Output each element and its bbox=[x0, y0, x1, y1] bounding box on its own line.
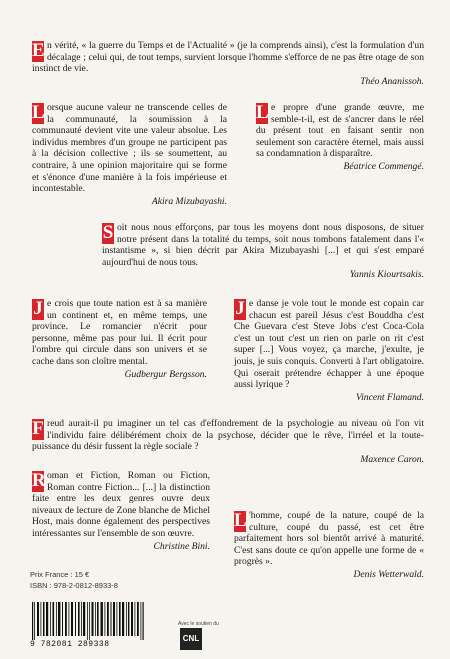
drop-cap: L bbox=[32, 102, 45, 123]
quote-bergsson bbox=[32, 298, 207, 380]
cnl-caption: Avec le soutien du bbox=[178, 621, 219, 627]
price-block bbox=[30, 570, 118, 592]
quote-bini bbox=[32, 470, 210, 552]
drop-cap: L bbox=[234, 510, 247, 531]
quote-text: 'homme, coupé de la nature, coupé de la culture, coupé du passé, est cet être parfaitement hors sol bientôt arrivé à maturité. C'est sans doute ce qu'on appelle une forme de « progrès ». bbox=[234, 510, 424, 568]
drop-cap: R bbox=[32, 470, 46, 491]
isbn-label: ISBN : 978-2-0812-8933-8 bbox=[30, 581, 118, 590]
drop-cap: E bbox=[32, 40, 45, 61]
quote-text: e crois que toute nation est à sa manière un continent et, en même temps, une province. Le romancier n'écrit pour personne, même pas pour lui. Il écrit pour l'ombre qui circule dans son univers et se cache dans son cloître mental. bbox=[32, 298, 207, 367]
quote-wetterwald bbox=[234, 510, 424, 581]
quote-author: Akira Mizubayashi. bbox=[151, 195, 227, 207]
quote-author: Christine Bini. bbox=[153, 540, 210, 552]
price-label: Prix France : 15 € bbox=[30, 570, 90, 579]
quote-caron bbox=[32, 418, 424, 465]
drop-cap: J bbox=[235, 298, 245, 319]
drop-cap: F bbox=[32, 418, 44, 439]
quote-kiourtsakis bbox=[102, 222, 424, 281]
quote-author: Théo Ananissoh. bbox=[360, 75, 424, 87]
quote-text: oit nous nous efforçons, par tous les moyens dont nous disposons, de situer notre présent dans la totalité du temps, soit nous tombons fatalement dans l'« instantisme », si bien décrit par Akira Mizubayashi [...] et qui s'est emparé aujourd'hui de nous tous. bbox=[102, 222, 424, 268]
quote-text: orsque aucune valeur ne transcende celles de la communauté, la soumission à la communauté devient vite une valeur absolue. Les individus membres d'un groupe ne participent pas à la décision collective ; ils se soumettent, au contraire, à une opinion majoritaire qui se forme et s'énonce d'une manière à la fois impérieuse et incontestable. bbox=[32, 102, 227, 195]
quote-author: Gudbergur Bergsson. bbox=[124, 368, 207, 380]
quote-text: e danse je vole tout le monde est copain car chacun est pareil Jésus c'est Bouddha c'est Che Guevara c'est Steve Jobs c'est Coca-Cola c'est un tout c'est un rien on parle on rit c'est super [...] Vous voyez, ça marche, j'exulte, je jouis, je suis conquis. Converti à l'art obligatoire. Qui oserait prétendre échapper à une époque aussi lyrique ? bbox=[234, 298, 424, 391]
quote-ananissoh bbox=[32, 40, 424, 87]
quote-author: Denis Wetterwald. bbox=[353, 568, 424, 580]
cnl-logo: CNL bbox=[180, 628, 202, 650]
quote-author: Maxence Caron. bbox=[360, 453, 424, 465]
quote-text: e propre d'une grande œuvre, me semble-t-il, est de s'ancrer dans le réel du présent tout en faisant sentir non seulement son caractère éternel, mais aussi sa condamnation à disparaître. bbox=[256, 102, 424, 160]
quote-text: oman et Fiction, Roman ou Fiction, Roman contre Fiction... [...] la distinction faite entre les deux genres ouvre deux niveaux de lecture de Zone blanche de Michel Host, mais donne également des perspectives intéressantes sur l'ensemble de son œuvre. bbox=[32, 470, 210, 539]
drop-cap: J bbox=[33, 298, 43, 319]
quote-author: Vincent Flamand. bbox=[355, 391, 424, 403]
quote-text: reud aurait-il pu imaginer un tel cas d'effondrement de la psychologie au niveau où l'on vit l'individu faire délibérément choix de la psychose, décider que le rêve, l'irréel et la toute-puissance du désir fussent la règle sociale ? bbox=[32, 418, 424, 453]
quote-text: n vérité, « la guerre du Temps et de l'Actualité » (je la comprends ainsi), c'est la formulation d'un décalage ; celui qui, de tout temps, survient lorsque l'homme s'efforce de ne pas être otage de son instinct de vie. bbox=[32, 40, 424, 75]
barcode-number: 9 782081 289338 bbox=[30, 640, 110, 649]
drop-cap: L bbox=[256, 102, 269, 123]
quote-flamand bbox=[234, 298, 424, 403]
quote-mizubayashi bbox=[32, 102, 227, 207]
drop-cap: S bbox=[102, 222, 114, 243]
quote-author: Béatrice Commengé. bbox=[343, 160, 424, 172]
quote-author: Yannis Kiourtsakis. bbox=[349, 269, 424, 281]
quote-commenge bbox=[256, 102, 424, 173]
barcode bbox=[30, 602, 146, 640]
